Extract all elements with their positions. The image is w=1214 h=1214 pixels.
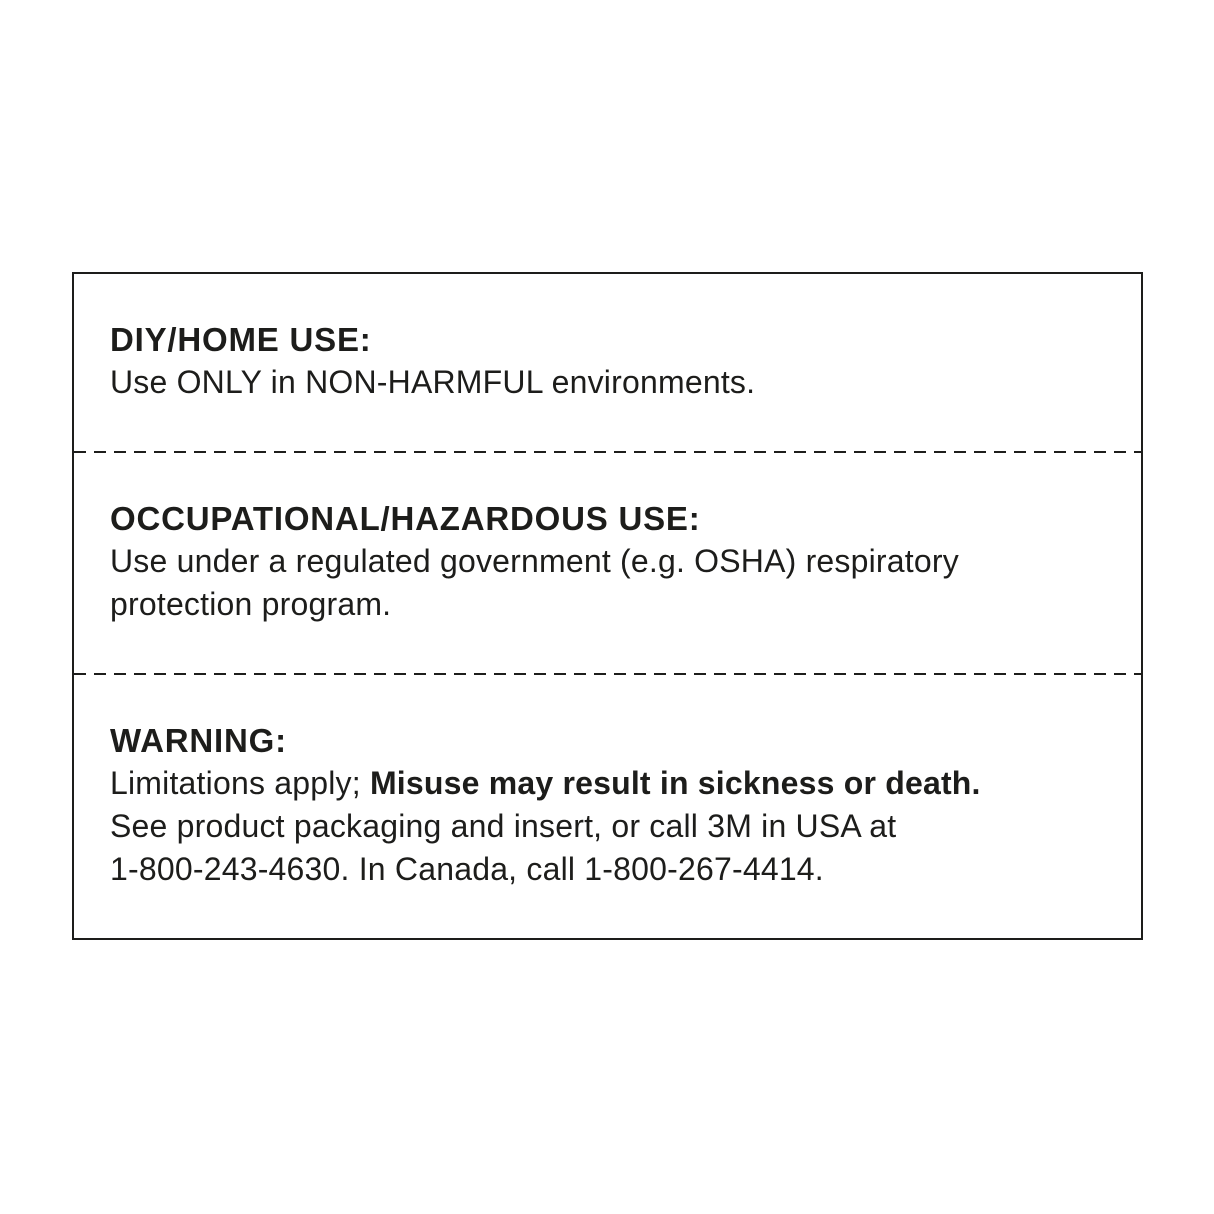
diy-home-use-body-line: Use ONLY in NON-HARMFUL environments.	[110, 364, 756, 400]
section-diy-home-use	[74, 274, 1141, 451]
warning-body-line-1	[110, 762, 1105, 805]
warning-misuse-bold-text: Misuse may result in sickness or death.	[369, 765, 981, 801]
diy-home-use-heading: DIY/HOME USE:	[110, 321, 372, 358]
warning-heading: WARNING:	[110, 722, 287, 759]
warning-body-line-2: See product packaging and insert, or call 3M in USA at	[110, 808, 897, 844]
usage-warning-label-box	[72, 272, 1143, 940]
section-occupational-hazardous-use	[74, 453, 1141, 673]
warning-body-line-3: 1-800-243-4630. In Canada, call 1-800-267-4414.	[110, 851, 824, 887]
occupational-use-body-line-2: protection program.	[110, 586, 392, 622]
warning-limitations-text: Limitations apply;	[110, 765, 370, 801]
occupational-use-heading: OCCUPATIONAL/HAZARDOUS USE:	[110, 500, 701, 537]
section-warning	[74, 675, 1141, 938]
occupational-use-body-line-1: Use under a regulated government (e.g. OSHA) respiratory	[110, 543, 959, 579]
